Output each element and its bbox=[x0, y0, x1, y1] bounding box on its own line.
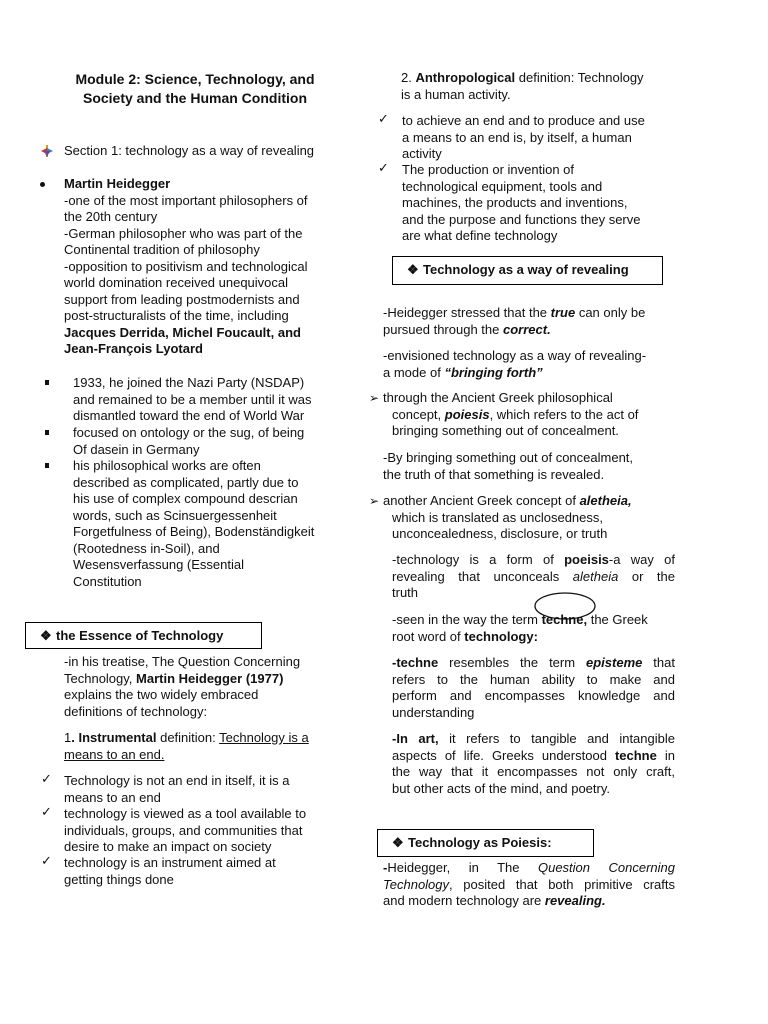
treatise-line: -in his treatise, The Question Concerning bbox=[64, 654, 301, 669]
stressed-correct: correct. bbox=[502, 321, 551, 337]
bullet-line: focused on ontology or the sug, of being bbox=[73, 425, 305, 440]
instr-num: 1 bbox=[64, 730, 72, 745]
techne-line: refers to the human ability to make and bbox=[392, 671, 675, 687]
check-item bbox=[402, 162, 692, 245]
arrowhead-bullet-icon: ➢ bbox=[369, 494, 380, 508]
art-term: -In art, bbox=[392, 731, 439, 746]
bybring-line: -By bringing something out of concealment, bbox=[383, 450, 634, 465]
bybring-line: the truth of that something is revealed. bbox=[383, 466, 605, 482]
check-item bbox=[64, 773, 344, 806]
square-bullet-icon bbox=[45, 380, 49, 385]
form-line: truth bbox=[392, 585, 419, 600]
form-text: -a way of bbox=[608, 552, 675, 567]
round-bullet-icon bbox=[40, 182, 45, 187]
bio-line: support from leading postmodernists and bbox=[64, 291, 300, 307]
art-line bbox=[392, 748, 675, 765]
posited-title: Technology bbox=[383, 876, 450, 892]
checkmark-icon: ✓ bbox=[41, 853, 52, 868]
aletheia-paragraph bbox=[383, 493, 683, 543]
instr-bold: Instrumental bbox=[78, 730, 157, 745]
aletheia-line: unconcealedness, disclosure, or truth bbox=[392, 526, 608, 541]
anthro-line: is a human activity. bbox=[401, 86, 511, 102]
treatise-text: Technology, bbox=[64, 670, 137, 686]
aletheia-text: another Ancient Greek concept of bbox=[383, 493, 580, 508]
stressed-true: true bbox=[550, 305, 576, 320]
techne-text: that bbox=[642, 655, 675, 670]
heidegger-name: Martin Heidegger bbox=[64, 176, 171, 191]
bullet-line: Constitution bbox=[73, 573, 142, 589]
anthro-bold: Anthropological bbox=[415, 70, 516, 85]
posited-title: Question Concerning bbox=[537, 860, 675, 875]
bio-line: -opposition to positivism and technological bbox=[64, 258, 308, 274]
instrumental-line bbox=[64, 730, 344, 747]
aletheia-line: which is translated as unclosedness, bbox=[392, 509, 604, 525]
check-line: technology is viewed as a tool available to bbox=[64, 806, 307, 821]
check-line: means to an end bbox=[64, 789, 161, 805]
envision-line bbox=[383, 365, 683, 382]
art-text: aspects of life. Greeks understood bbox=[392, 747, 615, 763]
check-line: a means to an end is, by itself, a human bbox=[402, 129, 632, 145]
bullet-line: his use of complex compound descrian bbox=[73, 491, 298, 506]
checkmark-icon: ✓ bbox=[378, 160, 389, 175]
techne-term: -techne bbox=[392, 655, 439, 670]
check-line: to achieve an end and to produce and use bbox=[402, 113, 645, 128]
bio-line: Continental tradition of philosophy bbox=[64, 242, 260, 257]
treatise-author: Martin Heidegger (1977) bbox=[136, 670, 284, 686]
diamond-icon: ❖ bbox=[407, 262, 419, 277]
bullet-line: Of dasein in Germany bbox=[73, 441, 200, 457]
treatise-line: definitions of technology: bbox=[64, 703, 208, 719]
envisioned-paragraph bbox=[383, 348, 683, 381]
form-line bbox=[392, 552, 675, 569]
bullet-line: his philosophical works are often bbox=[73, 458, 261, 473]
posited-paragraph bbox=[383, 860, 675, 910]
art-text: in bbox=[656, 747, 676, 763]
bio-line: the 20th century bbox=[64, 209, 158, 224]
seen-term: techne, bbox=[541, 612, 588, 627]
stressed-text: pursued through the bbox=[383, 321, 503, 337]
stressed-text: can only be bbox=[575, 305, 646, 320]
art-line: but other acts of the mind, and poetry. bbox=[392, 780, 610, 796]
page-title-line1: Module 2: Science, Technology, and bbox=[75, 71, 315, 87]
multicolor-arrow-bullet-icon bbox=[41, 145, 53, 157]
instrumental-definition bbox=[64, 730, 344, 763]
heidegger-bio bbox=[64, 176, 344, 358]
bullet-item bbox=[73, 375, 343, 425]
check-line: technology is an instrument aimed at bbox=[64, 855, 276, 870]
posited-line bbox=[383, 893, 675, 910]
treatise-paragraph bbox=[64, 654, 344, 720]
essence-heading: the Essence of Technology bbox=[56, 628, 224, 643]
instr-underlined: Technology is a bbox=[219, 730, 309, 745]
posited-line bbox=[383, 860, 675, 877]
check-item bbox=[64, 855, 344, 888]
bullet-line: (Rootedness in-Soil), and bbox=[73, 540, 220, 556]
revealing-heading-box bbox=[392, 256, 663, 285]
instrumental-line: means to an end. bbox=[64, 746, 165, 762]
bio-line: post-structuralists of the time, including bbox=[64, 308, 289, 323]
bullet-line: Wesensverfassung (Essential bbox=[73, 557, 245, 572]
poiesis-text: , which refers to the act of bbox=[489, 406, 639, 422]
techne-text: resembles the term bbox=[438, 655, 586, 670]
form-line bbox=[392, 569, 675, 586]
poiesis-line bbox=[383, 407, 683, 424]
check-line: desire to make an impact on society bbox=[64, 839, 272, 854]
bullet-item bbox=[73, 425, 343, 458]
check-line: getting things done bbox=[64, 871, 174, 887]
essence-heading-box bbox=[25, 622, 262, 649]
anthro-rest: definition: Technology bbox=[515, 70, 644, 85]
instr-dot: . bbox=[71, 730, 79, 745]
posited-text: , posited that both primitive crafts bbox=[449, 876, 675, 892]
anthropological-definition bbox=[401, 70, 691, 103]
stressed-text: -Heidegger stressed that the bbox=[383, 305, 551, 320]
stressed-line bbox=[383, 305, 683, 322]
episteme-term: episteme bbox=[586, 655, 643, 670]
bullet-line: 1933, he joined the Nazi Party (NSDAP) bbox=[73, 375, 305, 390]
page-title bbox=[40, 70, 350, 108]
form-text: revealing that unconceals bbox=[392, 568, 573, 584]
square-bullet-icon bbox=[45, 430, 49, 435]
diamond-icon: ❖ bbox=[40, 628, 52, 643]
art-paragraph bbox=[392, 731, 675, 797]
bio-names: Jacques Derrida, Michel Foucault, and bbox=[64, 324, 301, 340]
seen-text: -seen in the way the term bbox=[392, 612, 542, 627]
check-item bbox=[64, 806, 344, 856]
bullet-line: words, such as Scinsuergessenheit bbox=[73, 507, 277, 523]
poiesis-heading: Technology as Poiesis: bbox=[408, 835, 552, 850]
instr-mid: definition: bbox=[156, 730, 220, 745]
form-term: aletheia bbox=[572, 568, 619, 584]
poiesis-line: bringing something out of concealment. bbox=[392, 423, 619, 438]
poiesis-text: concept, bbox=[392, 406, 445, 422]
page-title-line2: Society and the Human Condition bbox=[82, 90, 307, 106]
square-bullet-icon bbox=[45, 463, 49, 468]
poiesis-term: poiesis bbox=[444, 406, 490, 422]
posited-revealing: revealing. bbox=[544, 893, 606, 908]
techne-paragraph bbox=[392, 655, 675, 721]
form-text: -technology is a form of bbox=[392, 552, 565, 567]
art-line: the way that it encompasses not only craft, bbox=[392, 764, 675, 779]
anthro-line bbox=[401, 70, 691, 87]
posited-text: and modern technology are bbox=[383, 893, 545, 908]
bullet-line: and remained to be a member until it was bbox=[73, 391, 312, 407]
techne-line: understanding bbox=[392, 704, 475, 720]
art-line bbox=[392, 731, 675, 748]
bio-names: Jean-François Lyotard bbox=[64, 341, 203, 356]
techne-line bbox=[392, 655, 675, 672]
hand-drawn-circle bbox=[533, 590, 597, 622]
bullet-line: dismantled toward the end of World War bbox=[73, 408, 305, 423]
checkmark-icon: ✓ bbox=[41, 804, 52, 819]
bio-line: world domination received unequivocal bbox=[64, 275, 289, 290]
bullet-item bbox=[73, 458, 343, 590]
arrowhead-bullet-icon: ➢ bbox=[369, 391, 380, 405]
revealing-heading: Technology as a way of revealing bbox=[423, 262, 629, 277]
form-term: poeisis bbox=[564, 552, 609, 567]
posited-text: Heidegger, in The bbox=[387, 860, 538, 875]
check-line: technological equipment, tools and bbox=[402, 178, 603, 194]
check-line: Technology is not an end in itself, it is a bbox=[64, 773, 290, 788]
check-line: The production or invention of bbox=[402, 162, 574, 177]
poiesis-line: through the Ancient Greek philosophical bbox=[383, 390, 613, 405]
section-heading: Section 1: technology as a way of revealing bbox=[64, 143, 315, 158]
bio-line: -one of the most important philosophers of bbox=[64, 192, 308, 208]
seen-line bbox=[392, 629, 682, 646]
treatise-line: explains the two widely embraced bbox=[64, 687, 259, 702]
treatise-line bbox=[64, 671, 344, 688]
aletheia-term: aletheia, bbox=[579, 493, 632, 508]
check-item bbox=[402, 113, 692, 163]
techne-line: perform and encompasses knowledge and bbox=[392, 688, 675, 703]
stressed-line bbox=[383, 322, 683, 339]
poiesis-paragraph bbox=[383, 390, 683, 440]
check-line: individuals, groups, and communities that bbox=[64, 822, 303, 838]
bybring-paragraph bbox=[383, 450, 683, 483]
check-line: and the purpose and functions they serve bbox=[402, 211, 641, 227]
checkmark-icon: ✓ bbox=[41, 771, 52, 786]
envision-quote: “bringing forth” bbox=[444, 364, 543, 380]
posited-line bbox=[383, 877, 675, 894]
posited-dash: - bbox=[383, 860, 388, 875]
form-text: or the bbox=[618, 568, 676, 584]
aletheia-line bbox=[383, 493, 683, 510]
envision-line: -envisioned technology as a way of revealing- bbox=[383, 348, 647, 363]
check-line: machines, the products and inventions, bbox=[402, 195, 628, 210]
art-text: it refers to tangible and intangible bbox=[438, 731, 675, 746]
envision-text: a mode of bbox=[383, 364, 445, 380]
checkmark-icon: ✓ bbox=[378, 111, 389, 126]
seen-term: technology: bbox=[464, 628, 538, 644]
poiesis-heading-box bbox=[377, 829, 594, 857]
anthro-num: 2. bbox=[401, 70, 416, 85]
seen-text: the Greek bbox=[587, 612, 648, 627]
bio-line: -German philosopher who was part of the bbox=[64, 225, 303, 241]
diamond-icon: ❖ bbox=[392, 835, 404, 850]
stressed-paragraph bbox=[383, 305, 683, 338]
bullet-line: Forgetfulness of Being), Bodenständigkeit bbox=[73, 524, 315, 539]
art-term: techne bbox=[614, 747, 657, 763]
seen-text: root word of bbox=[392, 628, 465, 644]
bullet-line: described as complicated, partly due to bbox=[73, 474, 299, 490]
check-line: activity bbox=[402, 146, 442, 161]
check-line: are what define technology bbox=[402, 228, 558, 243]
